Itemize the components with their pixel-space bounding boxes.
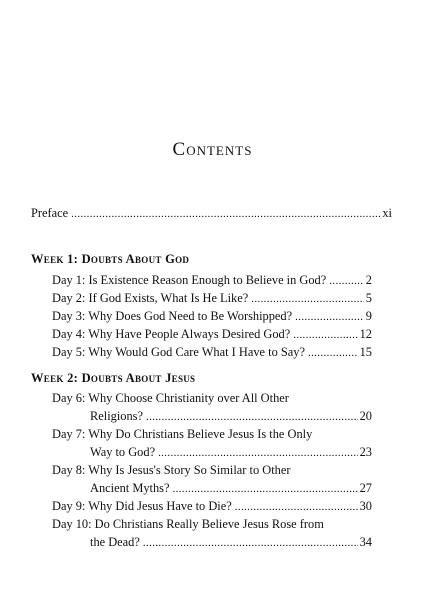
toc-entry-label: Day 9: Why Did Jesus Have to Die? (52, 499, 232, 513)
toc-entry-label-continued: the Dead? (90, 535, 140, 549)
toc-entry-label: Day 4: Why Have People Always Desired God? (52, 327, 291, 341)
toc-page-number: 34 (359, 535, 372, 549)
toc-entry-label-continued: Ancient Myths? (90, 481, 170, 495)
dot-leader (329, 274, 364, 289)
dot-leader (173, 482, 358, 497)
toc-entry (90, 535, 372, 551)
toc-entry-label: Day 2: If God Exists, What Is He Like? (52, 291, 249, 305)
dot-leader (158, 446, 358, 461)
toc-entry (52, 499, 372, 515)
toc-entry (52, 309, 372, 325)
toc-page-number: 9 (365, 309, 372, 323)
dot-leader (146, 410, 358, 425)
toc-entry (52, 291, 372, 307)
toc-entry (52, 345, 372, 361)
toc-entry-label: Day 10: Do Christians Really Believe Jesus Rose from (52, 517, 324, 531)
toc-page-number: xi (382, 206, 392, 220)
toc-entry (90, 445, 372, 461)
toc-entry-label: Day 3: Why Does God Need to Be Worshipped? (52, 309, 293, 323)
dot-leader (71, 207, 380, 222)
page-title: Contents (172, 139, 253, 160)
toc-entry-label-continued: Religions? (90, 409, 143, 423)
toc-entry (90, 409, 372, 425)
toc-page-number: 2 (365, 273, 372, 287)
toc-page-number: 5 (365, 291, 372, 305)
toc-entry-label-continued: Way to God? (90, 445, 156, 459)
dot-leader (293, 328, 357, 343)
toc-entry-label: Day 8: Why Is Jesus's Story So Similar to Other (52, 463, 291, 477)
toc-page-number: 23 (359, 445, 372, 459)
week-heading: Week 2: Doubts About Jesus (31, 371, 196, 385)
toc-entry-label: Day 7: Why Do Christians Believe Jesus Is the Only (52, 427, 313, 441)
toc-entry-preface (31, 206, 392, 222)
toc-entry (52, 327, 372, 343)
toc-entry (90, 481, 372, 497)
toc-page-number: 27 (359, 481, 372, 495)
dot-leader (308, 346, 358, 361)
toc-entry (52, 273, 372, 289)
toc-entry-label: Preface (31, 206, 69, 220)
toc-entry-label: Day 1: Is Existence Reason Enough to Believe in God? (52, 273, 327, 287)
toc-page-number: 12 (359, 327, 372, 341)
dot-leader (251, 292, 364, 307)
toc-page-number: 15 (359, 345, 372, 359)
toc-entry-label: Day 6: Why Choose Christianity over All Other (52, 391, 289, 405)
dot-leader (295, 310, 364, 325)
dot-leader (143, 536, 358, 551)
week-heading: Week 1: Doubts About God (31, 252, 190, 266)
toc-page-number: 20 (359, 409, 372, 423)
dot-leader (235, 500, 358, 515)
toc-entry-label: Day 5: Why Would God Care What I Have to Say? (52, 345, 305, 359)
toc-page-number: 30 (359, 499, 372, 513)
